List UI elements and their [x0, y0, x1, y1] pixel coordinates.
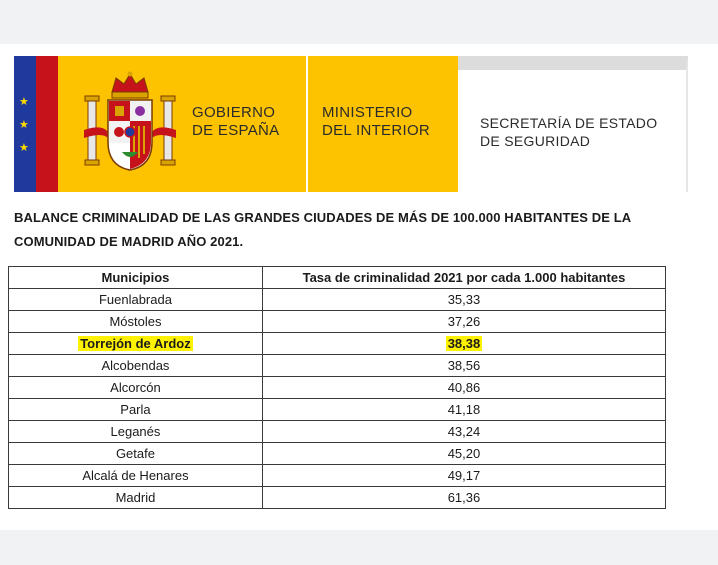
table-row	[9, 399, 666, 421]
document-heading: BALANCE CRIMINALIDAD DE LAS GRANDES CIUDADES DE MÁS DE 100.000 HABITANTES DE LA COMUNIDAD DE MADRID AÑO 2021.	[14, 210, 631, 249]
municipio-cell: Alcorcón	[9, 377, 263, 399]
highlighted-municipio: Torrejón de Ardoz	[80, 336, 191, 351]
municipio-cell: Alcobendas	[9, 355, 263, 377]
table-row	[9, 355, 666, 377]
column-header-municipios: Municipios	[9, 267, 263, 289]
criminality-table	[8, 266, 666, 509]
table-row	[9, 421, 666, 443]
table-row	[9, 377, 666, 399]
eu-star-icon: ★	[19, 118, 29, 131]
tasa-cell: 43,24	[262, 421, 665, 443]
municipio-cell: Leganés	[9, 421, 263, 443]
tasa-cell: 37,26	[262, 311, 665, 333]
spain-flag-strip	[36, 56, 58, 192]
ministerio-label: MINISTERIO DEL INTERIOR	[322, 104, 431, 139]
gobierno-label: GOBIERNO DE ESPAÑA	[192, 104, 280, 139]
highlighted-tasa: 38,38	[447, 336, 481, 351]
eu-flag-strip	[14, 56, 36, 192]
tasa-cell	[262, 333, 665, 355]
logo-divider	[306, 56, 308, 192]
eu-star-icon: ★	[19, 141, 29, 154]
municipio-cell: Alcalá de Henares	[9, 465, 263, 487]
municipio-cell: Móstoles	[9, 311, 263, 333]
tasa-cell: 49,17	[262, 465, 665, 487]
table-row	[9, 443, 666, 465]
column-header-tasa: Tasa de criminalidad 2021 por cada 1.000 habitantes	[262, 267, 665, 289]
table-row	[9, 311, 666, 333]
tasa-cell: 41,18	[262, 399, 665, 421]
tasa-cell: 35,33	[262, 289, 665, 311]
municipio-cell: Parla	[9, 399, 263, 421]
eu-star-icon: ★	[19, 95, 29, 108]
table-row	[9, 487, 666, 509]
tasa-cell: 40,86	[262, 377, 665, 399]
table-row-highlighted	[9, 333, 666, 355]
municipio-cell	[9, 333, 263, 355]
municipio-cell: Getafe	[9, 443, 263, 465]
document-sheet	[0, 44, 718, 530]
government-logo-banner	[14, 56, 688, 192]
secretaria-label: SECRETARÍA DE ESTADO DE SEGURIDAD	[480, 115, 658, 149]
table-row	[9, 289, 666, 311]
table-header-row	[9, 267, 666, 289]
municipio-cell: Madrid	[9, 487, 263, 509]
tasa-cell: 61,36	[262, 487, 665, 509]
ministry-logo-block	[58, 56, 458, 192]
flag-band	[14, 56, 58, 192]
secretaria-block	[458, 56, 688, 192]
coat-of-arms-icon	[82, 70, 178, 176]
tasa-cell: 38,56	[262, 355, 665, 377]
municipio-cell: Fuenlabrada	[9, 289, 263, 311]
table-row	[9, 465, 666, 487]
tasa-cell: 45,20	[262, 443, 665, 465]
